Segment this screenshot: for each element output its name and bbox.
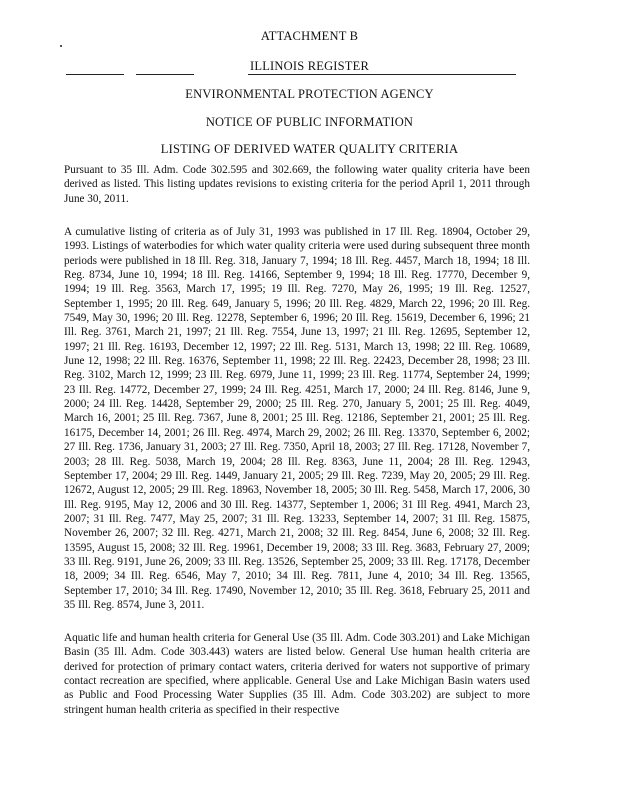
paragraph-criteria-description: Aquatic life and human health criteria for General Use (35 Ill. Adm. Code 303.201) and Lake Michigan Basin (35 Ill. Adm. Code 303.443) waters are listed below. General Use human health criteria are derived for protection of primary contact waters, criteria derived for waters not supportive of primary contact recreation are specified, where applicable. General Use and Lake Michigan Basin waters used as Public and Food Processing Water Supplies (35 Ill. Adm. Code 303.202) are subject to more stringent human health criteria as specified in their respective	[64, 632, 530, 716]
header-rule-middle	[136, 74, 194, 75]
notice-heading: NOTICE OF PUBLIC INFORMATION	[205, 115, 414, 129]
attachment-label: ATTACHMENT B	[260, 29, 359, 43]
register-header	[66, 59, 516, 75]
scan-speck	[60, 45, 62, 47]
header-rule-left	[66, 74, 124, 75]
register-title: ILLINOIS REGISTER	[250, 59, 370, 73]
paragraph-intro: Pursuant to 35 Ill. Adm. Code 302.595 and 302.669, the following water quality criteria have been derived as listed. This listing updates revisions to existing criteria for the period April 1, 2011 through June 30, 2011.	[64, 164, 530, 205]
agency-heading: ENVIRONMENTAL PROTECTION AGENCY	[185, 87, 434, 101]
paragraph-cumulative-listing: A cumulative listing of criteria as of July 31, 1993 was published in 17 Ill. Reg. 18904, October 29, 1993. Listings of waterbodies for which water quality criteria were used during subsequent three month periods were published in 18 Ill. Reg. 318, January 7, 1994; 18 Ill. Reg. 4457, March 18, 1994; 18 Ill. Reg. 8734, June 10, 1994; 18 Ill. Reg. 14166, September 9, 1994; 18 Ill. Reg. 17770, December 9, 1994; 19 Ill. Reg. 3563, March 17, 1995; 19 Ill. Reg. 7270, May 26, 1995; 19 Ill. Reg. 12527, September 1, 1995; 20 Ill. Reg. 649, January 5, 1996; 20 Ill. Reg. 4829, March 22, 1996; 20 Ill. Reg. 7549, May 30, 1996; 20 Ill. Reg. 12278, September 6, 1996; 20 Ill. Reg. 15619, December 6, 1996; 21 Ill. Reg. 3761, March 21, 1997; 21 Ill. Reg. 7554, June 13, 1997; 21 Ill. Reg. 12695, September 12, 1997; 21 Ill. Reg. 16193, December 12, 1997; 22 Ill. Reg. 5131, March 13, 1998; 22 Ill. Reg. 10689, June 12, 1998; 22 Ill. Reg. 16376, September 11, 1998; 22 Ill. Reg. 22423, December 28, 1998; 23 Ill. Reg. 3102, March 12, 1999; 23 Ill. Reg. 6979, June 11, 1999; 23 Ill. Reg. 11774, September 24, 1999; 23 Ill. Reg. 14772, December 27, 1999; 24 Ill. Reg. 4251, March 17, 2000; 24 Ill. Reg. 8146, June 9, 2000; 24 Ill. Reg. 14428, September 29, 2000; 25 Ill. Reg. 270, January 5, 2001; 25 Ill. Reg. 4049, March 16, 2001; 25 Ill. Reg. 7367, June 8, 2001; 25 Ill. Reg. 12186, September 21, 2001; 25 Ill. Reg. 16175, December 14, 2001; 26 Ill. Reg. 4974, March 29, 2002; 26 Ill. Reg. 13370, September 6, 2002; 27 Ill. Reg. 1736, January 31, 2003; 27 Ill. Reg. 7350, April 18, 2003; 27 Ill. Reg. 17128, November 7, 2003; 28 Ill. Reg. 5038, March 19, 2004; 28 Ill. Reg. 8363, June 11, 2004; 28 Ill. Reg. 12943, September 17, 2004; 29 Ill. Reg. 1449, January 21, 2005; 29 Ill. Reg. 7239, May 20, 2005; 29 Ill. Reg. 12672, August 12, 2005; 29 Ill. Reg. 18963, November 18, 2005; 30 Ill. Reg. 5458, March 17, 2006, 30 Ill. Reg. 9195, May 12, 2006 and 30 Ill. Reg. 14377, September 1, 2006; 31 Ill Reg. 4941, March 23, 2007; 31 Ill. Reg. 7477, May 25, 2007; 31 Ill. Reg. 13233, September 14, 2007; 31 Ill. Reg. 15875, November 26, 2007; 32 Ill. Reg. 4271, March 21, 2008; 32 Ill. Reg. 8454, June 6, 2008; 32 Ill. Reg. 13595, August 15, 2008; 32 Ill. Reg. 19961, December 19, 2008; 33 Ill. Reg. 3683, February 27, 2009; 33 Ill. Reg. 9191, June 26, 2009; 33 Ill. Reg. 13526, September 25, 2009; 33 Ill. Reg. 17178, December 18, 2009; 34 Ill. Reg. 6546, May 7, 2010; 34 Ill. Reg. 7811, June 4, 2010; 34 Ill. Reg. 13565, September 17, 2010; 34 Ill. Reg. 17490, November 12, 2010; 35 Ill. Reg. 3618, February 25, 2011 and 35 Ill. Reg. 8574, June 3, 2011.	[64, 226, 530, 611]
header-rule-right	[248, 74, 516, 75]
listing-heading: LISTING OF DERIVED WATER QUALITY CRITERIA	[160, 142, 459, 156]
